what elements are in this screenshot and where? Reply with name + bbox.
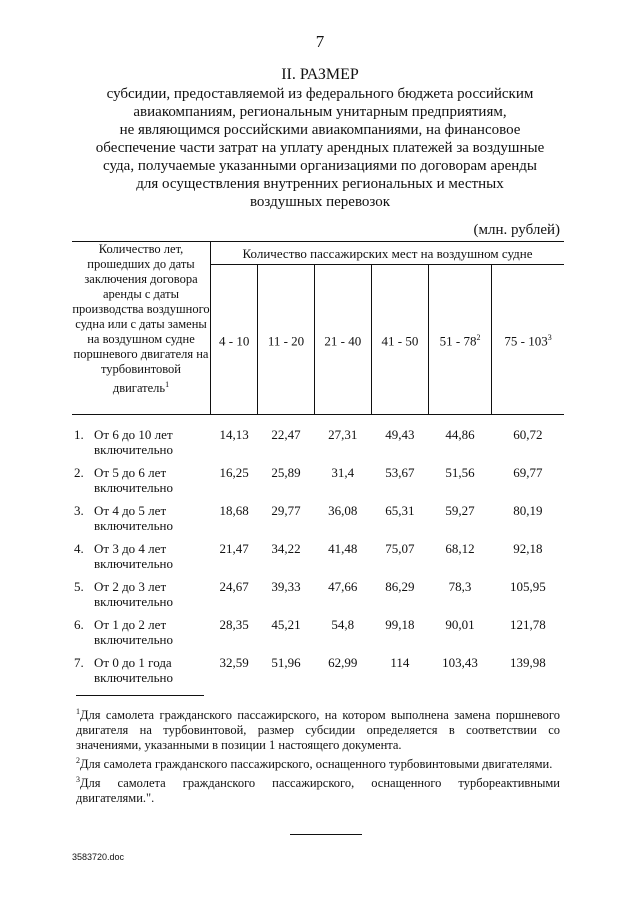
table-cell: 18,68 [219,503,249,518]
table-cell: 69,77 [513,465,543,480]
table-cell: 62,99 [328,655,358,670]
seat-category-header: 4 - 10 [211,265,258,415]
row-period [94,503,206,533]
table-cell: 121,78 [509,617,546,632]
row-number: 7. [74,655,84,670]
table-row [72,579,564,617]
seat-category-header: 21 - 40 [314,265,371,415]
table-cell: 99,18 [385,617,415,632]
row-label [72,427,211,465]
table-cell: 60,72 [513,427,543,442]
units-label: (млн. рублей) [473,222,560,238]
footnote-divider [76,695,204,696]
table-cell: 36,08 [328,503,358,518]
row-period [94,541,206,571]
row-period [94,655,206,685]
table-cell: 21,47 [219,541,249,556]
table-cell: 65,31 [385,503,415,518]
table-cell: 31,4 [331,465,355,480]
table-cell: 27,31 [328,427,358,442]
table-cell: 103,43 [442,655,478,670]
row-number: 6. [74,617,84,632]
row-period-line: От 0 до 1 года [94,655,172,670]
seat-category-header: $51 - 78^2$ [428,265,491,415]
table-cell: 24,67 [219,579,249,594]
row-period [94,617,206,647]
row-label [72,579,211,617]
row-label [72,541,211,579]
table-cell: 44,86 [445,427,475,442]
table-cell: 92,18 [513,541,543,556]
table-cell: 78,3 [448,579,472,594]
table-row [72,503,564,541]
footnote: $^2$Для самолета гражданского пассажирского, оснащенного турбовинтовыми двигателями. [76,756,553,772]
table-cell: 114 [390,655,410,670]
heading-line: субсидии, предоставляемой из федерального бюджета российским [106,86,534,102]
table-cell: 68,12 [445,541,475,556]
table-cell: 14,13 [219,427,249,442]
table-cell: 53,67 [385,465,415,480]
table-cell: 49,43 [385,427,415,442]
table-cell: 29,77 [271,503,301,518]
table-cell: 139,98 [509,655,546,670]
row-label [72,465,211,503]
table-cell: 28,35 [219,617,249,632]
heading-line: обеспечение части затрат на уплату арендных платежей за воздушные [95,140,545,156]
row-period-line: включительно [94,480,173,495]
table-cell: 39,33 [271,579,301,594]
table-cell: 47,66 [328,579,358,594]
row-period [94,427,206,457]
table-cell: 75,07 [385,541,415,556]
table-cell: 41,48 [328,541,358,556]
row-label [72,655,211,693]
footnotes [76,704,560,806]
page-number: 7 [315,32,325,51]
row-period-line: От 1 до 2 лет [94,617,167,632]
table-cell: 80,19 [513,503,543,518]
table-row [72,617,564,655]
table-cell: 59,27 [445,503,475,518]
row-period-line: От 5 до 6 лет [94,465,167,480]
row-period-line: От 3 до 4 лет [94,541,167,556]
row-period-line: включительно [94,594,173,609]
subsidy-table [72,241,564,693]
row-period-line: От 4 до 5 лет [94,503,167,518]
table-row [72,541,564,579]
table-cell: 54,8 [331,617,355,632]
row-period [94,465,206,495]
document-id: 3583720.doc [72,852,125,862]
heading-line: суда, получаемые указанными организациями по договорам аренды [103,158,537,174]
row-number: 5. [74,579,84,594]
row-period-line: От 2 до 3 лет [94,579,167,594]
table-cell: 105,95 [509,579,546,594]
heading-line: авиакомпаниям, региональным унитарным предприятиям, [133,104,507,120]
footnote: $^3$Для самолета гражданского пассажирского, оснащенного турбореактивными двигателями.". [76,775,560,806]
table-cell: 32,59 [219,655,249,670]
row-period [94,579,206,609]
years-header [72,242,211,415]
section-title: II. РАЗМЕР [281,66,359,83]
row-period-line: включительно [94,442,173,457]
table-cell: 34,22 [271,541,301,556]
end-divider [290,834,362,835]
table-cell: 90,01 [445,617,475,632]
heading-line: воздушных перевозок [249,194,391,210]
years-header-text: Количество лет, прошедших до даты заключения договора аренды с даты производства воздушного судна или с даты замены на воздушном судне поршневого двигателя на турбовинтовой двигатель [72,242,210,396]
row-period-line: включительно [94,556,173,571]
row-number: 4. [74,541,84,556]
table-cell: 25,89 [271,465,301,480]
table-cell: 45,21 [271,617,301,632]
table-cell: 22,47 [271,427,301,442]
table-body [72,415,564,694]
table-cell: 51,56 [445,465,475,480]
row-period-line: включительно [94,670,173,685]
row-label [72,503,211,541]
row-number: 2. [74,465,84,480]
table-row [72,655,564,693]
table-cell: 16,25 [219,465,249,480]
table-cell: 86,29 [385,579,415,594]
footnote: $^1$Для самолета гражданского пассажирского, на котором выполнена замена поршневого двигателя на турбовинтовой, размер субсидии определяется в соответствии со значениями, указанными в позиции 1 настоящего документа. [76,707,560,753]
table-row [72,427,564,465]
row-label [72,617,211,655]
section-heading [60,66,580,211]
seat-category-header: 11 - 20 [258,265,314,415]
heading-line: не являющимся российскими авиакомпаниями, на финансовое [119,122,521,138]
row-number: 1. [74,427,84,442]
table-row [72,465,564,503]
footnote-mark: 1 [165,380,170,389]
row-period-line: включительно [94,518,173,533]
heading-line: для осуществления внутренних региональных и местных [136,176,504,192]
row-period-line: включительно [94,632,173,647]
row-period-line: От 6 до 10 лет [94,427,173,442]
table-cell: 51,96 [271,655,301,670]
seat-category-header: $75 - 103^3$ [492,265,564,415]
seats-header: Количество пассажирских мест на воздушном судне [211,242,565,265]
seat-category-header: 41 - 50 [371,265,428,415]
row-number: 3. [74,503,84,518]
